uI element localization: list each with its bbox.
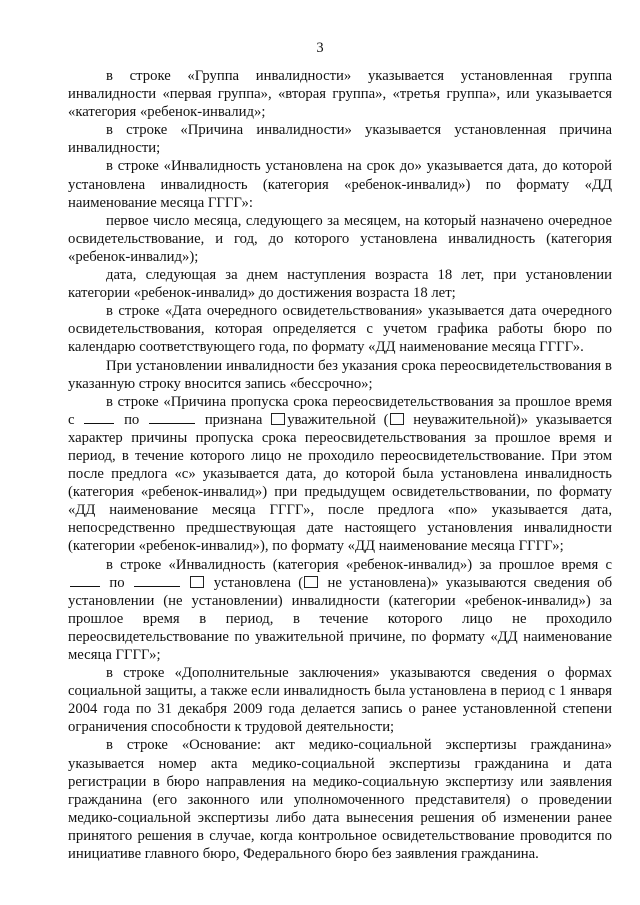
paragraph-term-until: в строке «Инвалидность установлена на срок до» указывается дата, до которой установлена инвалидность (категория «ребенок-инвалид») по формату «ДД наименование месяца ГГГГ»:	[68, 158, 612, 211]
paragraph-basis-act: в строке «Основание: акт медико-социальной экспертизы гражданина» указывается номер акта медико-социальной экспертизы гражданина и дата регистрации в бюро направления на медико-социальную экспертизу или заявления гражданина (его законного или уполномоченного представителя) о проведении медико-социальной экспертизы либо дата вынесения решения об изменении ранее принятого решения в случае, когда контрольное освидетельствование проводится по инициативе главного бюро, Федерального бюро без заявления гражданина.	[68, 737, 612, 863]
past-disability-text-3: установлена (	[213, 574, 304, 591]
paragraph-disability-cause: в строке «Причина инвалидности» указывается установленная причина инвалидности;	[68, 122, 612, 157]
document-body	[68, 67, 612, 863]
past-disability-text-2: по	[109, 574, 125, 591]
established-checkbox	[190, 576, 204, 588]
valid-reason-checkbox	[271, 413, 285, 425]
paragraph-additional-conclusions: в строке «Дополнительные заключения» указываются сведения о формах социальной защиты, а также если инвалидность была установлена в период с 1 января 2004 года по 31 декабря 2009 года делается запись о ранее установленной степени ограничения способности к трудовой деятельности;	[68, 665, 612, 736]
past-date-to-blank	[134, 575, 180, 587]
date-from-blank	[84, 412, 114, 424]
missed-term-text-5: неуважительной)» указывается характер причины пропуска срока переосвидетельствования за прошлое время и период, в течение которого лицо не проходило переосвидетельствование. При этом после предлога «с» указывается дата, до которой была установлена инвалидность (категория «ребенок-инвалид») при предыдущем освидетельствовании, по формату «ДД наименование месяца ГГГГ», после предлога «по» указывается дата, непосредственно предшествующая дате настоящего установления инвалидности (категории «ребенок-инвалид»), по формату «ДД наименование месяца ГГГГ»;	[68, 411, 613, 555]
paragraph-next-examination: в строке «Дата очередного освидетельствования» указывается дата очередного освидетельствования, которая определяется с учетом графика работы бюро по календарю соответствующего года, по формату «ДД наименование месяца ГГГГ».	[68, 303, 612, 356]
missed-term-text-4: уважительной (	[287, 411, 389, 428]
paragraph-first-day: первое число месяца, следующего за месяцем, на который назначено очередное освидетельствование, и год, до которого установлена инвалидность (категория «ребенок-инвалид»);	[68, 212, 612, 265]
paragraph-disability-group: в строке «Группа инвалидности» указывается установленная группа инвалидности «первая группа», «вторая группа», «третья группа», или указывается «категория «ребенок-инвалид»;	[68, 68, 612, 121]
past-date-from-blank	[70, 575, 100, 587]
paragraph-age-18: дата, следующая за днем наступления возраста 18 лет, при установлении категории «ребенок-инвалид» до достижения возраста 18 лет;	[68, 267, 612, 302]
paragraph-past-disability	[68, 556, 612, 665]
not-established-checkbox	[304, 576, 318, 588]
missed-term-text-3: признана	[204, 411, 263, 428]
paragraph-missed-term-reason	[68, 393, 612, 556]
page-number: 3	[316, 40, 324, 56]
missed-term-text-1: в строке «Причина пропуска срока переосвидетельствования за прошлое время с	[68, 393, 612, 428]
paragraph-indefinite: При установлении инвалидности без указания срока переосвидетельствования в указанную строку вносится запись «бессрочно»;	[68, 357, 612, 392]
past-disability-text-1: в строке «Инвалидность (категория «ребенок-инвалид») за прошлое время с	[106, 556, 612, 573]
invalid-reason-checkbox	[390, 413, 404, 425]
past-disability-text-4: не установлена)» указываются сведения об установлении (не установлении) инвалидности (категории «ребенок-инвалид») за прошлое время в период, в течение которого лицо не проходило переосвидетельствование по уважительной причине, по формату «ДД наименование месяца ГГГГ»;	[68, 574, 613, 663]
date-to-blank	[149, 412, 195, 424]
missed-term-text-2: по	[124, 411, 140, 428]
